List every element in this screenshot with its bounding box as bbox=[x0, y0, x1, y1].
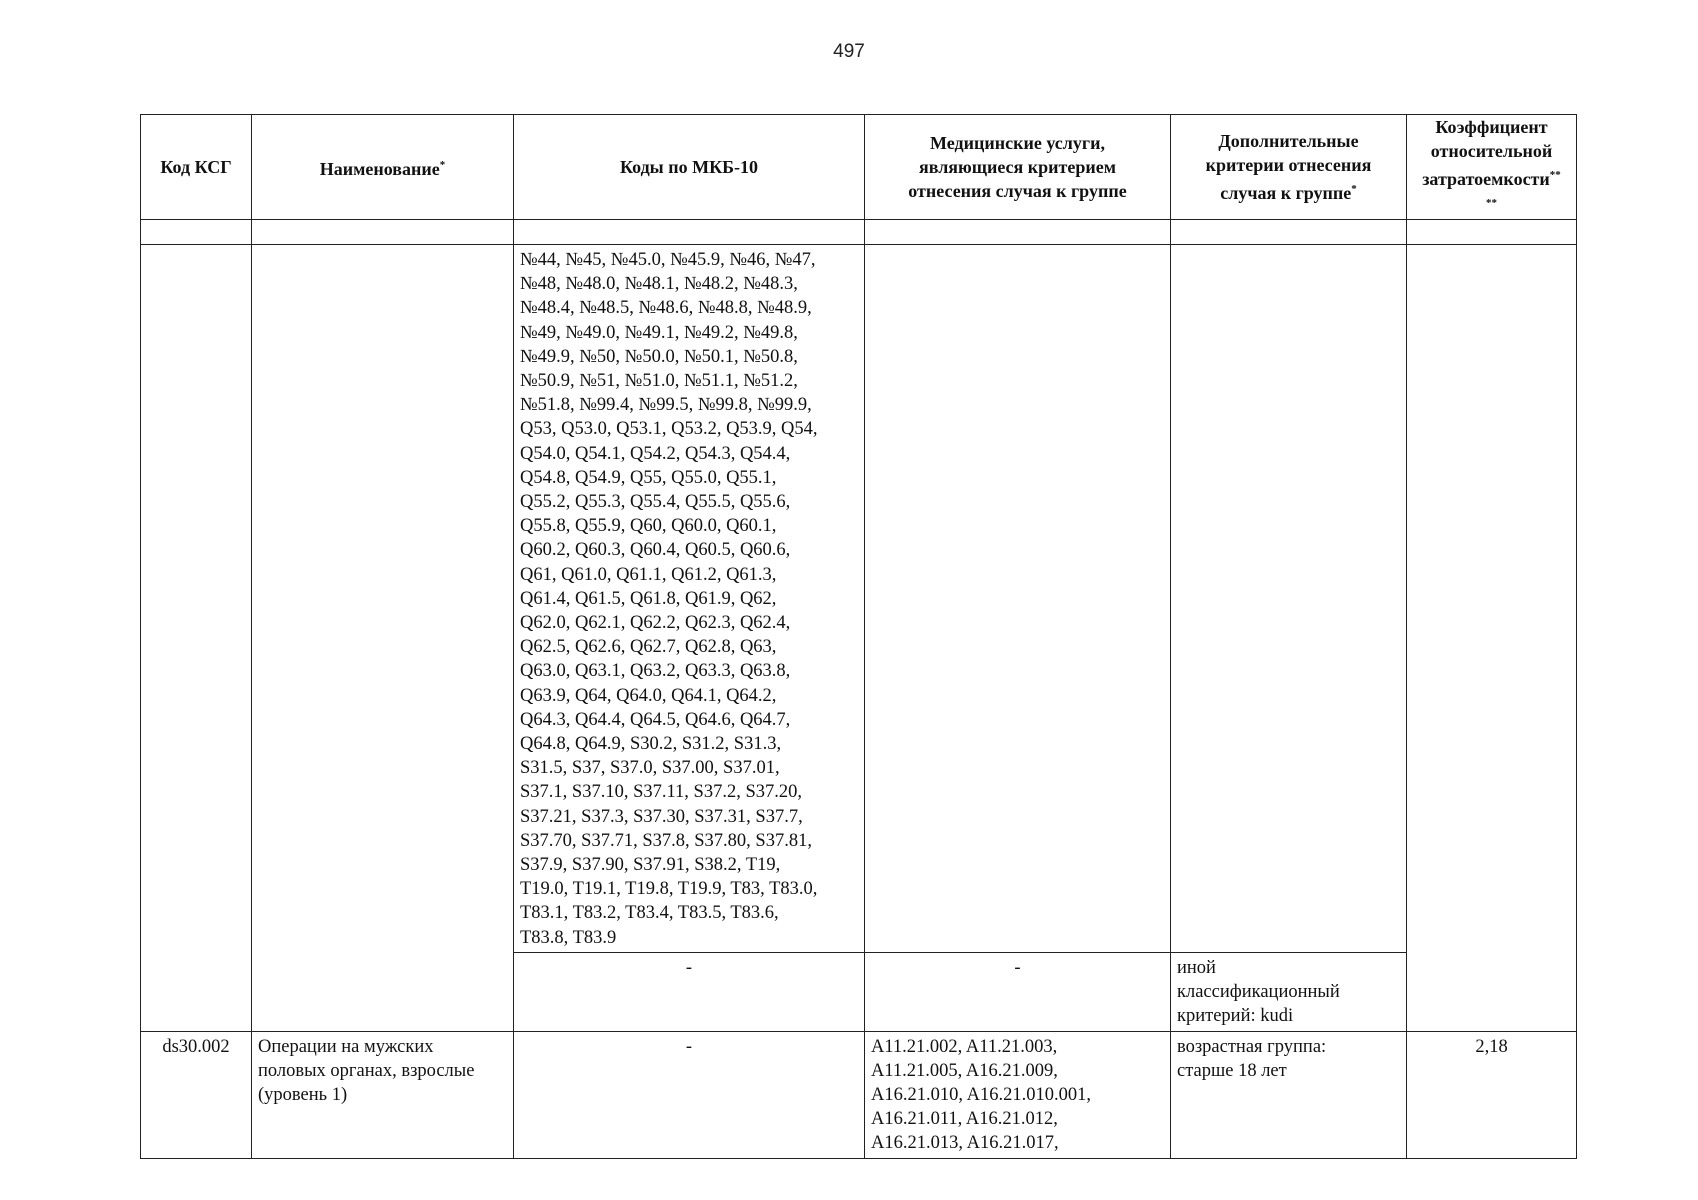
cell-mkb: - bbox=[514, 952, 865, 1031]
cell-ksg bbox=[141, 245, 252, 1032]
cell-coef: 2,18 bbox=[1407, 1031, 1577, 1158]
header-name: Наименование* bbox=[252, 115, 514, 220]
cell-name: Операции на мужских половых органах, взрослые (уровень 1) bbox=[252, 1031, 514, 1158]
cell-criteria: иной классификационный критерий: kudi bbox=[1171, 952, 1407, 1031]
cell-coef bbox=[1407, 245, 1577, 1032]
cell-criteria bbox=[1171, 245, 1407, 953]
page-number: 497 bbox=[833, 41, 865, 62]
header-coef: Коэффициент относительной затратоемкости** ** bbox=[1407, 115, 1577, 220]
cell-services: - bbox=[865, 952, 1171, 1031]
cell-services bbox=[865, 245, 1171, 953]
cell-name bbox=[252, 245, 514, 1032]
blank-row bbox=[141, 220, 1577, 245]
cell-criteria: возрастная группа: старше 18 лет bbox=[1171, 1031, 1407, 1158]
table-row bbox=[141, 245, 1577, 953]
header-row bbox=[141, 115, 1577, 220]
header-ksg: Код КСГ bbox=[141, 115, 252, 220]
header-mkb: Коды по МКБ-10 bbox=[514, 115, 865, 220]
cell-mkb: №44, №45, №45.0, №45.9, №46, №47, №48, №48.0, №48.1, №48.2, №48.3, №48.4, №48.5, №48.6, №48.8, №48.9, №49, №49.0, №49.1, №49.2, №49.8, №49.9, №50, №50.0, №50.1, №50.8, №50.9, №51, №51.0, №51.1, №51.2, №51.8, №99.4, №99.5, №99.8, №99.9, Q53, Q53.0, Q53.1, Q53.2, Q53.9, Q54, Q54.0, Q54.1, Q54.2, Q54.3, Q54.4, Q54.8, Q54.9, Q55, Q55.0, Q55.1, Q55.2, Q55.3, Q55.4, Q55.5, Q55.6, Q55.8, Q55.9, Q60, Q60.0, Q60.1, Q60.2, Q60.3, Q60.4, Q60.5, Q60.6, Q61, Q61.0, Q61.1, Q61.2, Q61.3, Q61.4, Q61.5, Q61.8, Q61.9, Q62, Q62.0, Q62.1, Q62.2, Q62.3, Q62.4, Q62.5, Q62.6, Q62.7, Q62.8, Q63, Q63.0, Q63.1, Q63.2, Q63.3, Q63.8, Q63.9, Q64, Q64.0, Q64.1, Q64.2, Q64.3, Q64.4, Q64.5, Q64.6, Q64.7, Q64.8, Q64.9, S30.2, S31.2, S31.3, S31.5, S37, S37.0, S37.00, S37.01, S37.1, S37.10, S37.11, S37.2, S37.20, S37.21, S37.3, S37.30, S37.31, S37.7, S37.70, S37.71, S37.8, S37.80, S37.81, S37.9, S37.90, S37.91, S38.2, T19, T19.0, T19.1, T19.8, T19.9, T83, T83.0, T83.1, T83.2, T83.4, T83.5, T83.6, T83.8, T83.9 bbox=[514, 245, 865, 953]
cell-ksg: ds30.002 bbox=[141, 1031, 252, 1158]
ksg-table bbox=[140, 114, 1577, 1159]
table-row bbox=[141, 1031, 1577, 1158]
header-services: Медицинские услуги, являющиеся критерием отнесения случая к группе bbox=[865, 115, 1171, 220]
cell-mkb: - bbox=[514, 1031, 865, 1158]
header-criteria: Дополнительные критерии отнесения случая к группе* bbox=[1171, 115, 1407, 220]
cell-services: A11.21.002, A11.21.003, A11.21.005, A16.21.009, A16.21.010, A16.21.010.001, A16.21.011, A16.21.012, A16.21.013, A16.21.017, bbox=[865, 1031, 1171, 1158]
